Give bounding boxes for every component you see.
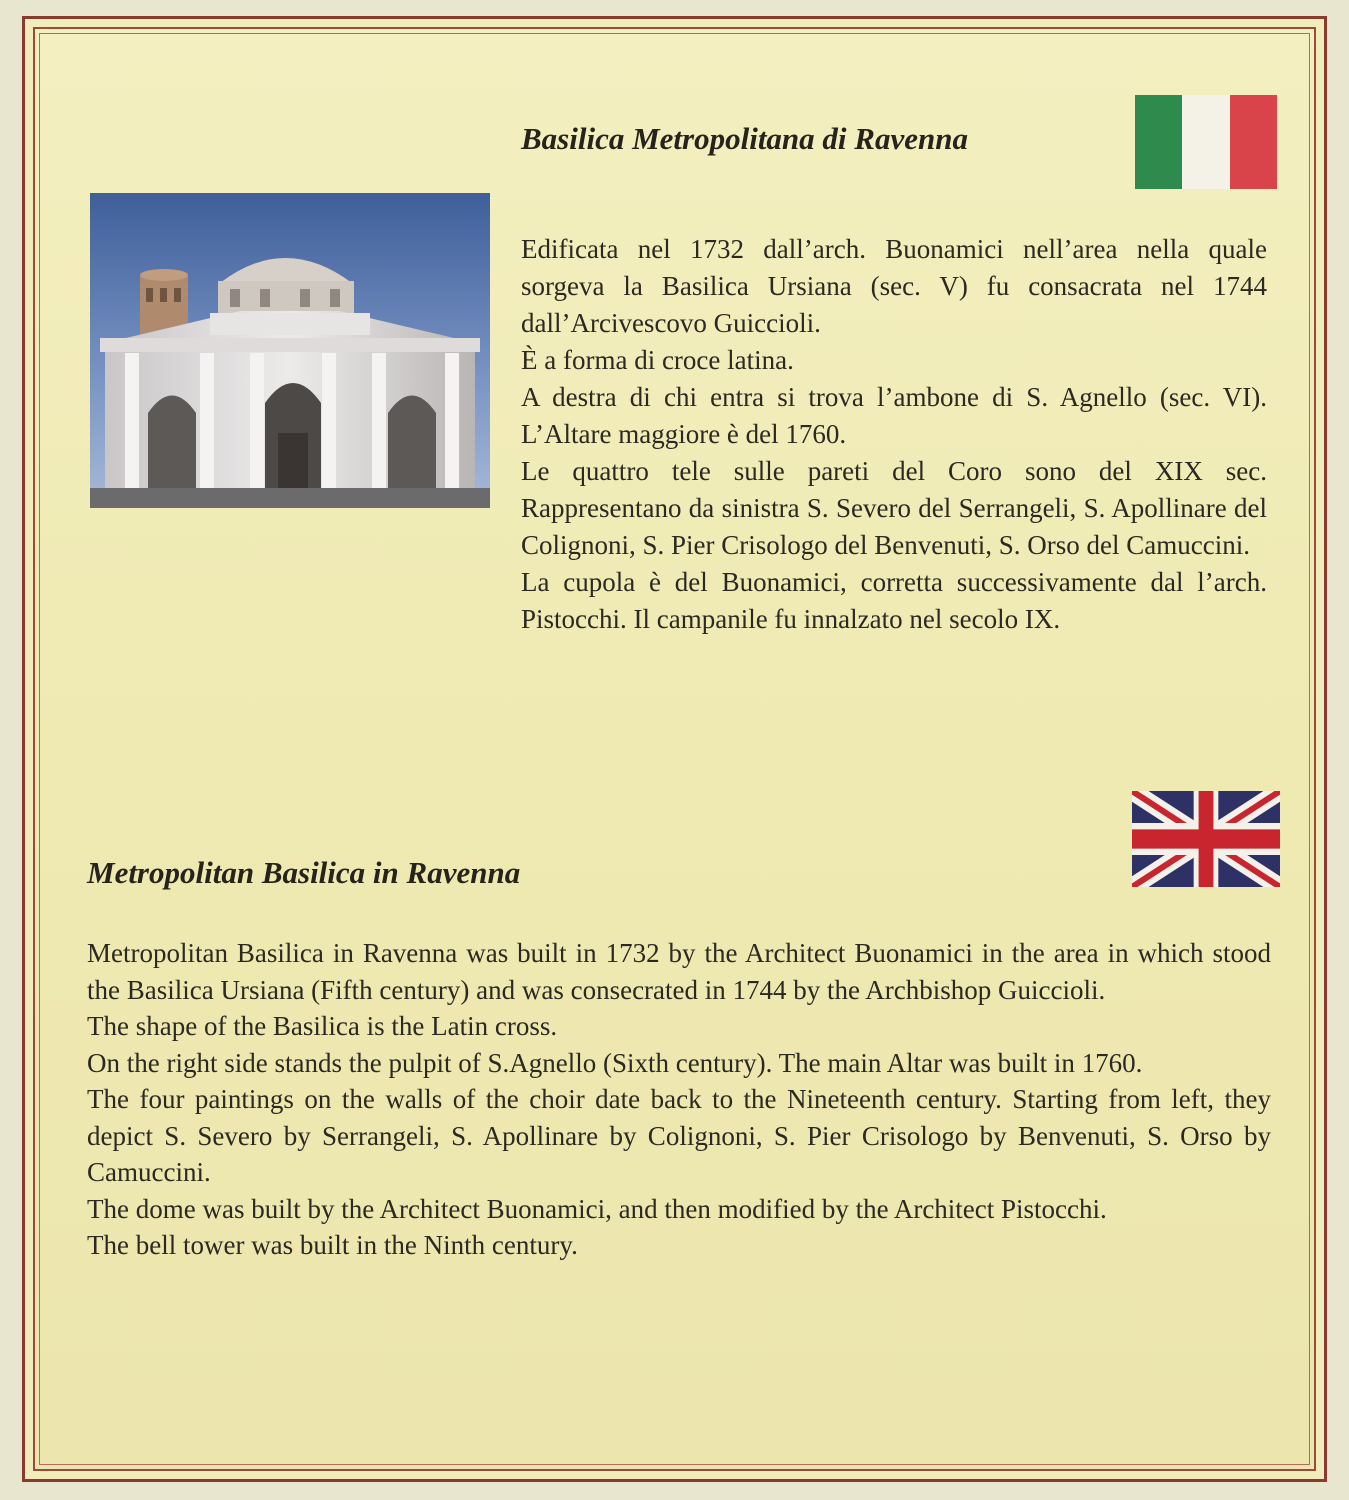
italy-flag-icon — [1135, 95, 1277, 189]
english-paragraph: The shape of the Basilica is the Latin cross. — [87, 1011, 558, 1041]
italian-paragraph: A destra di chi entra si trova l’ambone di S. Agnello (sec. VI). L’Altare maggiore è del 1760. — [521, 382, 1267, 449]
italian-description — [521, 231, 1267, 638]
english-paragraph: The bell tower was built in the Ninth century. — [87, 1230, 578, 1260]
info-plaque — [22, 16, 1327, 1482]
english-paragraph: On the right side stands the pulpit of S.Agnello (Sixth century). The main Altar was built in 1760. — [87, 1047, 1143, 1078]
english-title: Metropolitan Basilica in Ravenna — [87, 855, 521, 890]
english-paragraph: The four paintings on the walls of the choir date back to the Nineteenth century. Starting from left, they depict S. Severo by Serrangeli, S. Apollinare by Colignoni, S. Pier Crisologo by Benvenuti, S. Orso by Camuccini. — [87, 1084, 1271, 1187]
basilica-facade-photo — [90, 193, 490, 508]
english-description — [87, 935, 1271, 1264]
english-paragraph: Metropolitan Basilica in Ravenna was built in 1732 by the Architect Buonamici in the area in which stood the Basilica Ursiana (Fifth century) and was consecrated in 1744 by the Archbishop Guiccioli. — [87, 938, 1271, 1005]
italian-paragraph: Le quattro tele sulle pareti del Coro sono del XIX sec. Rappresentano da sinistra S. Severo del Serrangeli, S. Apollinare del Colignoni, S. Pier Crisologo del Benvenuti, S. Orso del Camuccini. — [521, 456, 1267, 560]
italian-paragraph: È a forma di croce latina. — [521, 345, 794, 375]
italian-paragraph: Edificata nel 1732 dall’arch. Buonamici nell’area nella quale sorgeva la Basilica Ursiana (sec. V) fu consacrata nel 1744 dall’Arcivescovo Guiccioli. — [521, 234, 1267, 338]
uk-flag-icon — [1132, 791, 1280, 887]
italian-title: Basilica Metropolitana di Ravenna — [521, 121, 968, 156]
english-paragraph: The dome was built by the Architect Buonamici, and then modified by the Architect Pistocchi. — [87, 1193, 1107, 1224]
plaque-panel — [33, 27, 1316, 1471]
italian-paragraph: La cupola è del Buonamici, corretta successivamente dal l’arch. Pistocchi. Il campanile fu innalzato nel secolo IX. — [521, 567, 1267, 634]
